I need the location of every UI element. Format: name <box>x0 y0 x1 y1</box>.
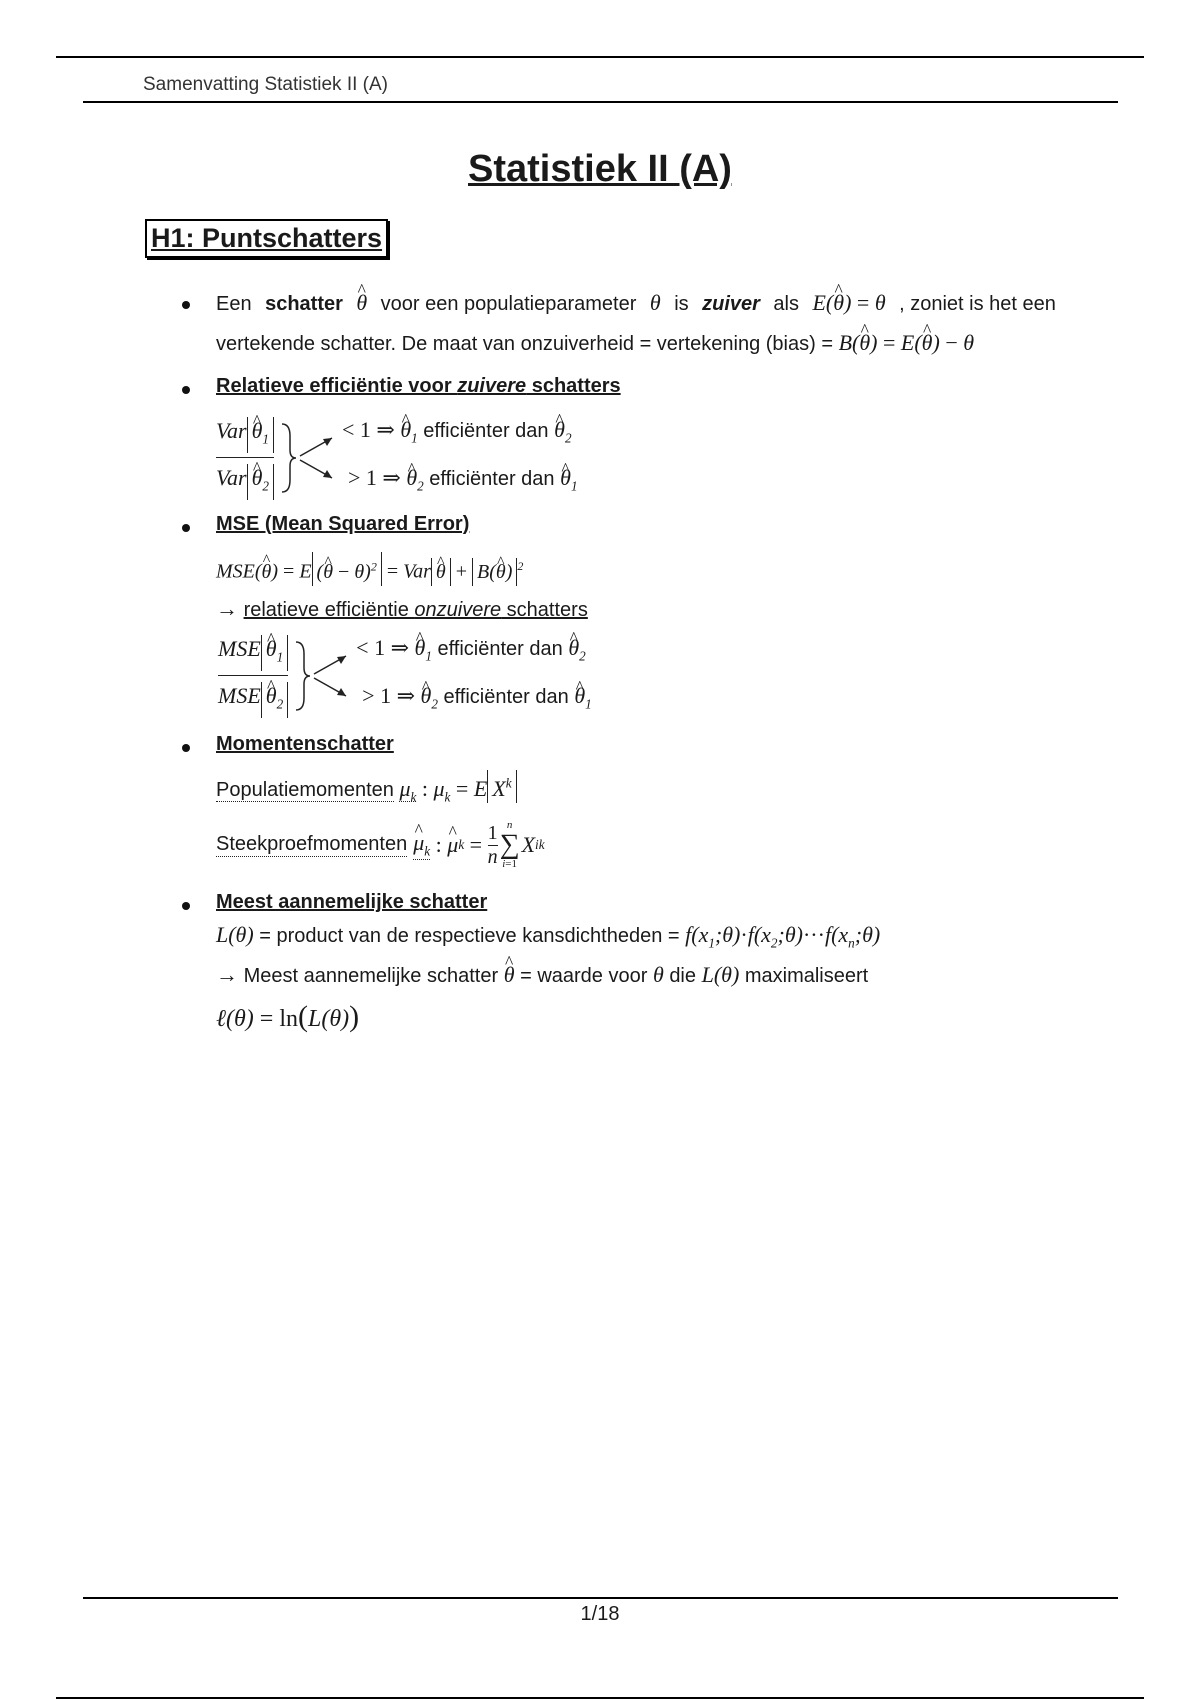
branch-arrows-icon <box>290 634 352 718</box>
theta-hat-symbol: θ ^ <box>356 290 367 316</box>
bias-formula: B(θ ^) = E(θ ^) − θ <box>839 330 974 355</box>
top-rule <box>56 56 1144 58</box>
branch-arrows-icon <box>276 416 338 500</box>
mle-title: Meest aannemelijke schatter <box>216 891 488 913</box>
right-arrow-icon: → <box>216 962 238 987</box>
population-moment-formula: $\mu_k$ : $\mu_k = E$ $X^k$ <box>399 776 516 801</box>
likelihood-definition-line: L(θ) = product van de respectieve kansdichtheden = $f(x_1;\theta)\cdot f(x_2;\theta)\cdot\cdot\cdot f(x_n;\theta)$ <box>216 922 881 951</box>
population-moments-line: Populatiemomenten $\mu_k$ : $\mu_k = E$ $X^k$ <box>216 770 517 806</box>
mle-arrow-line: → Meest aannemelijke schatter θ ^ = waarde voor θ die L(θ) maximaliseert <box>216 962 868 988</box>
log-likelihood-formula: ℓ(θ) = ln(L(θ)) <box>216 1000 360 1033</box>
bullet-5 <box>182 902 190 910</box>
header-rule <box>83 101 1118 103</box>
page-number: 1/18 <box>580 1603 620 1625</box>
mse-formula: MSE(θ ^) = E (θ ^ − θ)$^2$ = Var θ ^ + B(θ ^) $^2$ <box>216 552 523 586</box>
chapter-heading-text: H1: Puntschatters <box>151 223 383 253</box>
var-case-greater: > 1 ⇒ θ $\^{}_2$ efficiënter dan θ $\^{}_1$ <box>342 458 578 506</box>
mse-ratio-cases <box>356 628 592 725</box>
bullet-2 <box>182 386 190 394</box>
var-ratio-fraction: $\frac{Var \theta \^{}_1}{Var \theta \^{}_2}$ <box>216 417 274 501</box>
bottom-rule <box>56 1697 1144 1699</box>
mse-arrow-line: → relatieve efficiëntie onzuivere schatters <box>216 596 588 621</box>
var-ratio-block <box>216 410 578 507</box>
var-ratio-cases <box>342 410 578 507</box>
zuiver-definition-line-1: Een schatter θ ^ voor een populatieparameter θ is zuiver als E(θ ^) = θ , zoniet is het een <box>216 290 1056 316</box>
mse-ratio-block <box>218 628 592 725</box>
bias-definition-line: vertekende schatter. De maat van onzuiverheid = vertekening (bias) = B(θ ^) = E(θ ^) − θ <box>216 330 974 356</box>
moments-title: Momentenschatter <box>216 733 394 755</box>
sample-moment-formula: μ $\^{}_k$ : μ ^ k = $\frac{1}{n}$ n ∑ i=1 X i k <box>413 820 544 870</box>
bullet-1 <box>182 301 190 309</box>
document-title: Statistiek II (A) <box>468 148 732 190</box>
bullet-3 <box>182 524 190 532</box>
likelihood-product-formula: $f(x_1;\theta)\cdot f(x_2;\theta)\cdot\cdot\cdot f(x_n;\theta)$ <box>685 922 881 951</box>
unbiased-formula: E(θ ^) = θ <box>812 290 885 316</box>
relative-efficiency-title: Relatieve efficiëntie voor zuivere schatters <box>216 375 621 397</box>
bullet-4 <box>182 744 190 752</box>
mse-case-greater: > 1 ⇒ θ $\^{}_2$ efficiënter dan θ $\^{}_1$ <box>356 676 592 724</box>
right-arrow-icon: → <box>216 596 238 621</box>
mse-case-less: < 1 ⇒ θ $\^{}_1$ efficiënter dan θ $\^{}_2$ <box>356 628 592 676</box>
footer-rule <box>83 1597 1118 1599</box>
mse-title: MSE (Mean Squared Error) <box>216 513 470 535</box>
sample-moments-line: Steekproefmomenten μ $\^{}_k$ : μ ^ k = $\frac{1}{n}$ n ∑ i=1 X i k <box>216 820 545 870</box>
running-header: Samenvatting Statistiek II (A) <box>143 74 388 95</box>
var-case-less: < 1 ⇒ θ $\^{}_1$ efficiënter dan θ $\^{}_2$ <box>342 410 578 458</box>
theta-symbol: θ <box>649 290 661 315</box>
chapter-heading <box>145 219 388 258</box>
mse-ratio-fraction: $\frac{MSE \theta \^{}_1}{MSE \theta \^{}_2}$ <box>218 635 288 719</box>
